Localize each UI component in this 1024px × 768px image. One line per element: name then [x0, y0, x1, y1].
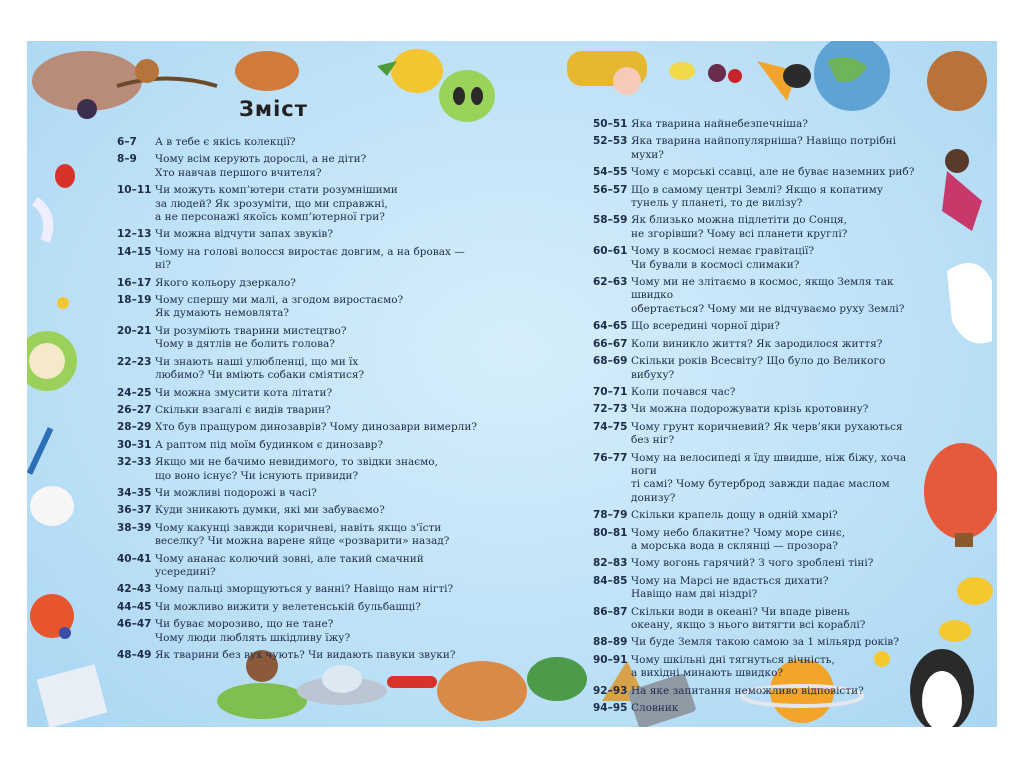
toc-entry[interactable]: [593, 386, 923, 399]
page-range: 38–39: [117, 521, 152, 534]
question-text: Чи розуміють тварини мистецтво? Чому в дятлів не болить голова?: [155, 324, 347, 351]
toc-entry[interactable]: [593, 685, 923, 698]
page-range: 20–21: [117, 324, 152, 337]
book-spread: [27, 41, 997, 727]
page-range: 70–71: [593, 385, 628, 398]
page-range: 16–17: [117, 276, 152, 289]
toc-entry[interactable]: [117, 277, 477, 290]
toc-entry[interactable]: [117, 618, 477, 645]
question-text: А в тебе є якісь колекції?: [155, 136, 296, 148]
page-range: 14–15: [117, 245, 152, 258]
toc-entry[interactable]: [593, 702, 923, 715]
page-range: 86–87: [593, 605, 628, 618]
toc-entry[interactable]: [593, 245, 923, 272]
question-text: Що в самому центрі Землі? Якщо я копатиму тунель у планеті, то де вилізу?: [631, 183, 884, 210]
question-text: Якого кольору дзеркало?: [155, 276, 296, 289]
question-text: Хто був пращуром динозаврів? Чому динозаври вимерли?: [155, 421, 477, 434]
page-range: 54–55: [593, 166, 628, 179]
page-range: 94–95: [593, 702, 628, 715]
toc-entry[interactable]: [117, 456, 477, 483]
page-range: 82–83: [593, 557, 628, 570]
page-range: 22–23: [117, 355, 152, 368]
question-text: Скільки років Всесвіту? Що було до Великого вибуху?: [631, 355, 886, 381]
toc-entry[interactable]: [117, 504, 477, 517]
page-range: 12–13: [117, 228, 152, 241]
page-range: 52–53: [593, 135, 628, 148]
toc-entry[interactable]: [593, 118, 923, 131]
question-text: Як тварини без вух чують? Чи видають павуки звуки?: [155, 649, 456, 661]
toc-entry[interactable]: [117, 325, 477, 352]
toc-entry[interactable]: [593, 654, 923, 681]
toc-entry[interactable]: [593, 527, 923, 554]
question-text: Яка тварина найнебезпечніша?: [631, 118, 808, 130]
toc-entry[interactable]: [117, 439, 477, 452]
page-range: 34–35: [117, 486, 152, 499]
question-text: Чи можна змусити кота літати?: [155, 386, 333, 399]
page-range: 78–79: [593, 509, 628, 522]
question-text: Чому ми не злітаємо в космос, якщо Земля так швидко обертається? Чому ми не відчуваємо руху Землі?: [631, 276, 905, 315]
toc-entry[interactable]: [117, 294, 477, 321]
question-text: Чому небо блакитне? Чому море синє, а морська вода в склянці — прозора?: [631, 526, 846, 552]
question-text: Чи можна відчути запах звуків?: [155, 228, 333, 241]
question-text: Чому грунт коричневий? Як черв’яки рухаються без ніг?: [631, 420, 903, 447]
toc-entry[interactable]: [117, 601, 477, 614]
toc-entry[interactable]: [117, 228, 477, 241]
question-text: Куди зникають думки, які ми забуваємо?: [155, 504, 385, 517]
toc-entry[interactable]: [593, 421, 923, 448]
page-range: 58–59: [593, 214, 628, 227]
toc-right-column: [593, 118, 923, 719]
toc-entry[interactable]: [593, 452, 923, 506]
question-text: Чому на Марсі не вдасться дихати? Навіщо нам дві ніздрі?: [631, 574, 829, 601]
question-text: Чи буде Земля такою самою за 1 мільярд років?: [631, 636, 899, 649]
page-range: 60–61: [593, 245, 628, 258]
page-range: 18–19: [117, 294, 152, 307]
page-range: 90–91: [593, 653, 628, 666]
toc-entry[interactable]: [117, 184, 477, 224]
page-range: 64–65: [593, 320, 628, 333]
toc-entry[interactable]: [117, 153, 477, 180]
page-range: 76–77: [593, 451, 628, 464]
question-text: Скільки води в океані? Чи впаде рівень океану, якщо з нього витягти всі кораблі?: [631, 605, 866, 631]
question-text: Скільки взагалі є видів тварин?: [155, 403, 331, 416]
page-range: 80–81: [593, 526, 628, 539]
question-text: Чому в космосі немає гравітації? Чи бували в космосі слимаки?: [631, 245, 814, 271]
question-text: Чому є морські ссавці, але не буває наземних риб?: [631, 166, 915, 179]
toc-entry[interactable]: [593, 575, 923, 602]
page-range: 92–93: [593, 684, 628, 697]
toc-entry[interactable]: [593, 403, 923, 416]
page-range: 48–49: [117, 649, 152, 661]
question-text: Чи знають наші улюбленці, що ми їх любимо? Чи вміють собаки сміятися?: [155, 355, 365, 382]
toc-entry[interactable]: [117, 246, 477, 273]
page-range: 56–57: [593, 183, 628, 196]
page-range: 72–73: [593, 403, 628, 416]
toc-entry[interactable]: [117, 553, 477, 580]
toc-entry[interactable]: [117, 387, 477, 400]
question-text: Чи можливі подорожі в часі?: [155, 486, 317, 499]
toc-entry[interactable]: [593, 320, 923, 333]
question-text: Коли почався час?: [631, 385, 736, 398]
toc-entry[interactable]: [593, 606, 923, 633]
page-range: 24–25: [117, 386, 152, 399]
question-text: На яке запитання неможливо відповісти?: [631, 684, 864, 697]
page-range: 8–9: [117, 153, 137, 166]
question-text: Чому на велосипеді я їду швидше, ніж біжу, хоча ноги ті самі? Чому бутерброд завжди падає маслом донизу?: [631, 451, 907, 504]
question-text: Яка тварина найпопулярніша? Навіщо потрібні мухи?: [631, 135, 897, 161]
toc-left-column: [117, 136, 477, 666]
toc-entry[interactable]: [117, 583, 477, 596]
page-range: 6–7: [117, 136, 137, 148]
toc-entry[interactable]: [117, 487, 477, 500]
question-text: Чому всім керують дорослі, а не діти? Хто навчав першого вчителя?: [155, 153, 367, 179]
toc-entry[interactable]: [117, 522, 477, 549]
page-title: Зміст: [239, 97, 308, 121]
question-text: Чому вогонь гарячий? З чого зроблені тіні?: [631, 557, 874, 570]
toc-entry[interactable]: [593, 184, 923, 211]
page-range: 36–37: [117, 504, 152, 517]
toc-entry[interactable]: [117, 356, 477, 383]
question-text: Чи буває морозиво, що не тане? Чому люди люблять шкідливу їжу?: [155, 618, 351, 644]
page-range: 28–29: [117, 421, 152, 434]
toc-entry[interactable]: [593, 509, 923, 522]
page-range: 42–43: [117, 583, 152, 596]
page-range: 46–47: [117, 618, 152, 631]
page-range: 68–69: [593, 355, 628, 368]
toc-entry[interactable]: [593, 636, 923, 649]
toc-entry[interactable]: [117, 136, 477, 149]
question-text: Чи можливо вижити у велетенській бульбашці?: [155, 600, 421, 613]
page-range: 26–27: [117, 403, 152, 416]
question-text: Чому спершу ми малі, а згодом виростаємо? Як думають немовлята?: [155, 294, 404, 320]
page-range: 74–75: [593, 420, 628, 433]
question-text: Чому какунці завжди коричневі, навіть якщо з’їсти веселку? Чи можна варене яйце «розварити» назад?: [155, 521, 450, 548]
question-text: Чому шкільні дні тягнуться вічність, а вихідні минають швидко?: [631, 653, 835, 680]
page-range: 62–63: [593, 276, 628, 289]
question-text: Що всередині чорної діри?: [631, 320, 780, 333]
page-range: 10–11: [117, 184, 152, 197]
question-text: А раптом під моїм будинком є динозавр?: [155, 438, 384, 451]
page-range: 44–45: [117, 600, 152, 613]
page-range: 30–31: [117, 438, 152, 451]
question-text: Як близько можна підлетіти до Сонця, не згорівши? Чому всі планети круглі?: [631, 214, 848, 240]
toc-entry[interactable]: [593, 557, 923, 570]
toc-entry[interactable]: [117, 649, 477, 662]
question-text: Чи можна подорожувати крізь кротовину?: [631, 403, 869, 416]
question-text: Словник: [631, 702, 679, 715]
toc-entry[interactable]: [593, 338, 923, 351]
toc-entry[interactable]: [593, 214, 923, 241]
page-range: 84–85: [593, 574, 628, 587]
toc-entry[interactable]: [117, 421, 477, 434]
question-text: Чому ананас колючий зовні, але такий смачний усередині?: [155, 552, 424, 578]
question-text: Чому на голові волосся виростає довгим, а на бровах — ні?: [155, 245, 465, 272]
page-range: 66–67: [593, 337, 628, 350]
question-text: Якщо ми не бачимо невидимого, то звідки знаємо, що воно існує? Чи існують привиди?: [155, 456, 438, 482]
page-range: 32–33: [117, 456, 152, 469]
toc-entry[interactable]: [593, 355, 923, 382]
page-range: 88–89: [593, 636, 628, 649]
toc-entry[interactable]: [593, 166, 923, 179]
toc-entry[interactable]: [117, 404, 477, 417]
toc-entry[interactable]: [593, 135, 923, 162]
page-range: 50–51: [593, 118, 628, 130]
question-text: Чи можуть комп’ютери стати розумнішими за людей? Як зрозуміти, що ми справжні, а не персонажі якоїсь комп’ютерної гри?: [155, 184, 398, 224]
question-text: Скільки крапель дощу в одній хмарі?: [631, 509, 838, 522]
question-text: Чому пальці зморщуються у ванні? Навіщо нам нігті?: [155, 583, 454, 596]
toc-entry[interactable]: [593, 276, 923, 316]
page-range: 40–41: [117, 552, 152, 565]
question-text: Коли виникло життя? Як зародилося життя?: [631, 337, 883, 350]
